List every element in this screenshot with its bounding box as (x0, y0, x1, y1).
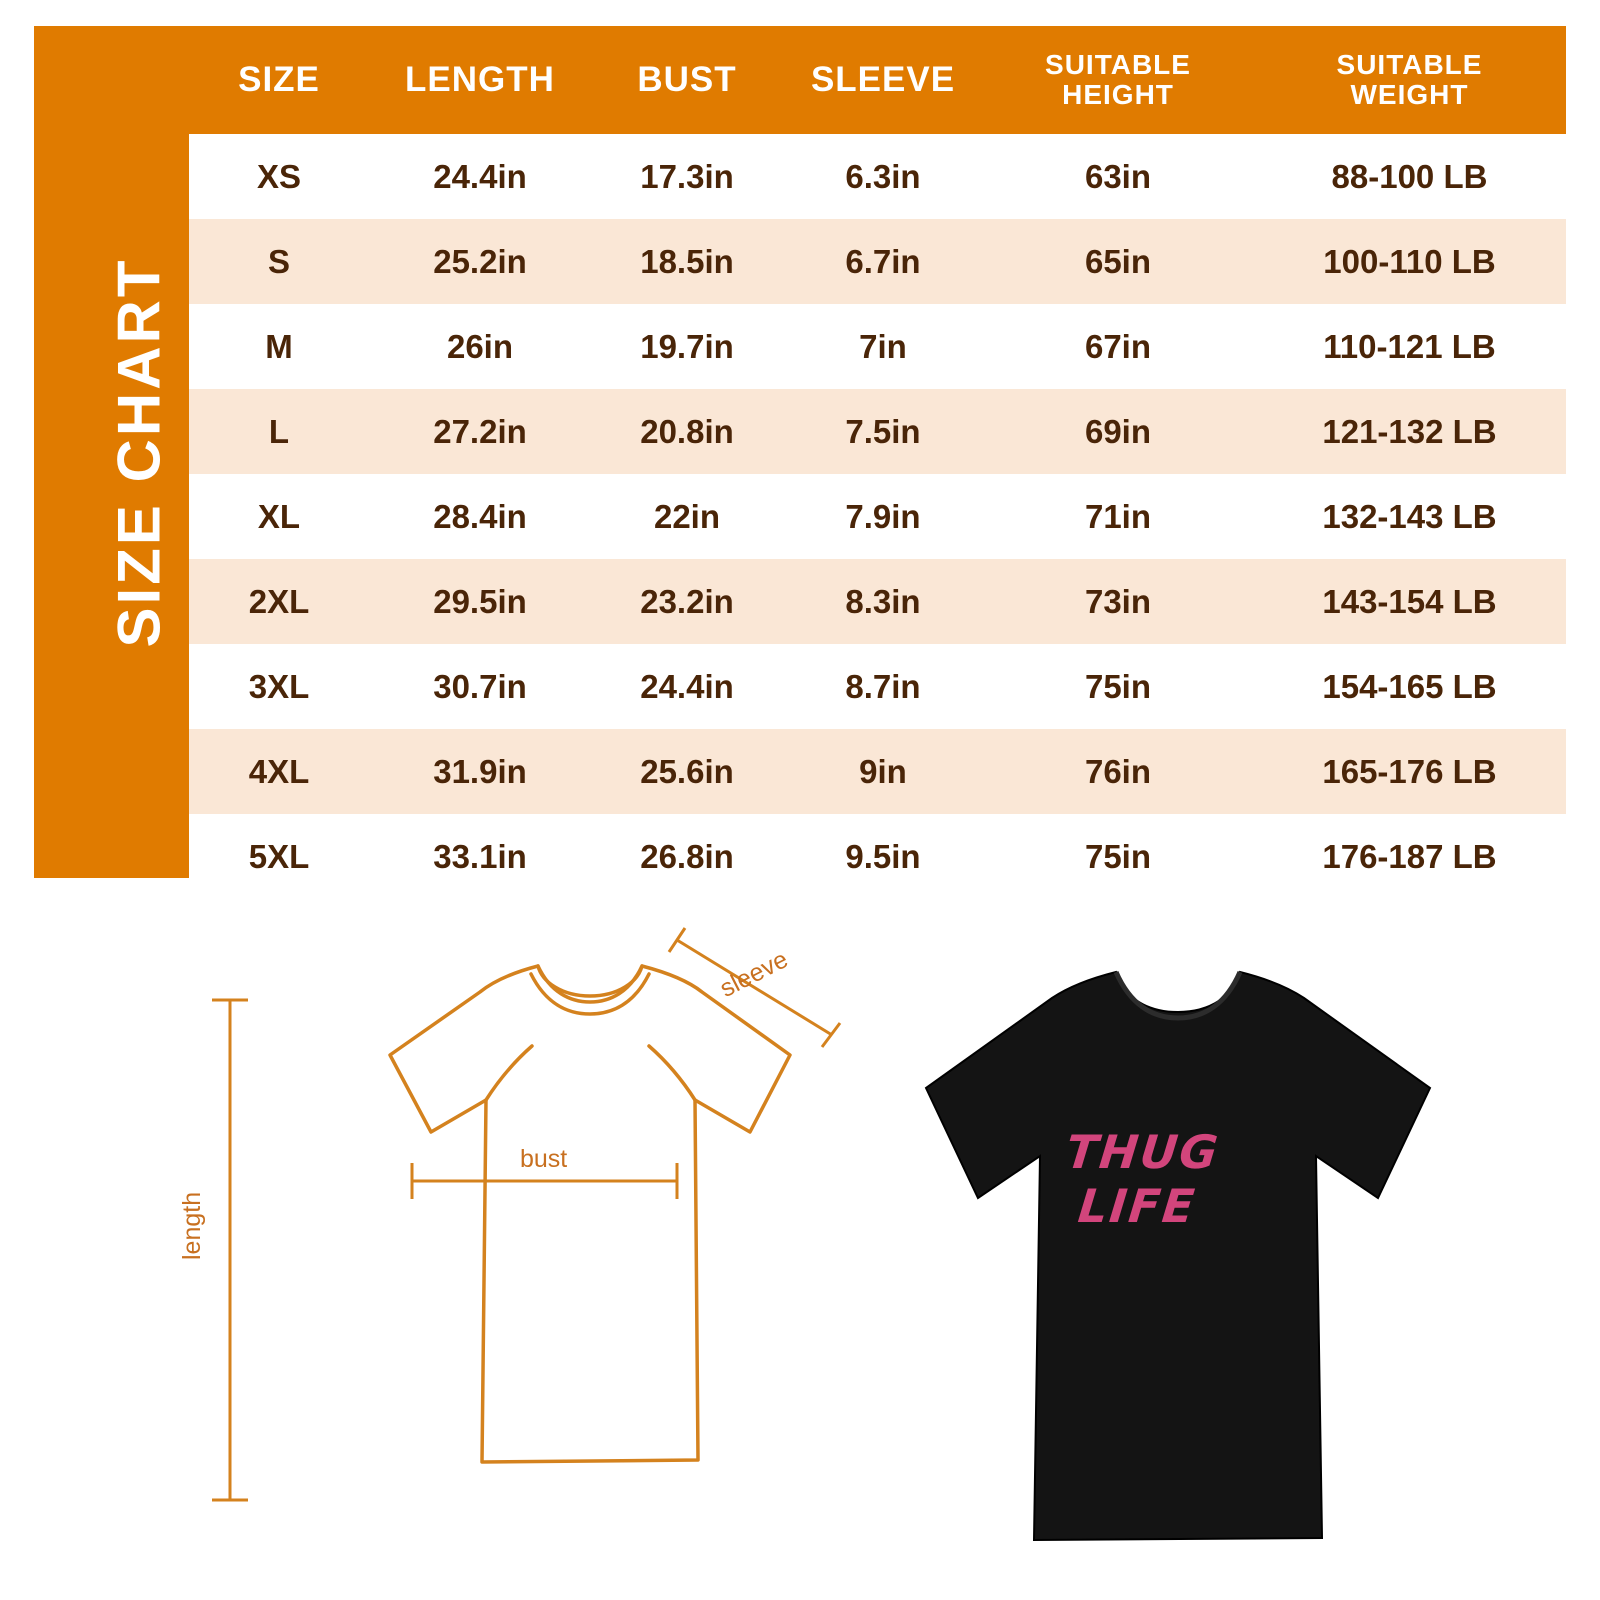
column-header-suitable-weight-line1: SUITABLE (1336, 49, 1483, 81)
table-header-row (189, 26, 1566, 134)
cell-height: 69in (983, 389, 1253, 474)
cell-weight: 154-165 LB (1253, 644, 1566, 729)
cell-height: 65in (983, 219, 1253, 304)
column-header-suitable-height-line2: HEIGHT (1062, 79, 1174, 110)
cell-weight: 165-176 LB (1253, 729, 1566, 814)
cell-height: 75in (983, 644, 1253, 729)
cell-weight: 132-143 LB (1253, 474, 1566, 559)
cell-weight: 110-121 LB (1253, 304, 1566, 389)
cell-weight: 121-132 LB (1253, 389, 1566, 474)
cell-size: S (189, 219, 369, 304)
size-table-wrap (189, 26, 1566, 878)
cell-length: 27.2in (369, 389, 591, 474)
cell-bust: 23.2in (591, 559, 783, 644)
cell-size: 3XL (189, 644, 369, 729)
cell-bust: 18.5in (591, 219, 783, 304)
cell-sleeve: 8.3in (783, 559, 983, 644)
cell-sleeve: 9in (783, 729, 983, 814)
cell-length: 28.4in (369, 474, 591, 559)
table-row (189, 729, 1566, 814)
cell-length: 26in (369, 304, 591, 389)
cell-height: 67in (983, 304, 1253, 389)
cell-sleeve: 7in (783, 304, 983, 389)
size-table (189, 26, 1566, 899)
cell-sleeve: 7.9in (783, 474, 983, 559)
cell-bust: 24.4in (591, 644, 783, 729)
column-header-length: LENGTH (405, 60, 555, 100)
column-header-suitable-weight (1253, 26, 1566, 134)
cell-size: 5XL (189, 814, 369, 899)
cell-length: 29.5in (369, 559, 591, 644)
cell-sleeve: 9.5in (783, 814, 983, 899)
cell-weight: 143-154 LB (1253, 559, 1566, 644)
tshirt-body-shape (926, 972, 1430, 1540)
table-row (189, 814, 1566, 899)
cell-length: 33.1in (369, 814, 591, 899)
column-header-size: SIZE (238, 60, 320, 100)
column-header-sleeve: SLEEVE (810, 60, 956, 100)
cell-length: 30.7in (369, 644, 591, 729)
cell-sleeve: 6.3in (783, 134, 983, 219)
column-header-suitable-weight-line2: WEIGHT (1350, 79, 1469, 110)
cell-weight: 88-100 LB (1253, 134, 1566, 219)
cell-size: L (189, 389, 369, 474)
cell-size: M (189, 304, 369, 389)
cell-height: 71in (983, 474, 1253, 559)
cell-bust: 22in (591, 474, 783, 559)
table-row (189, 474, 1566, 559)
cell-sleeve: 8.7in (783, 644, 983, 729)
tshirt-outline-path (390, 966, 790, 1462)
table-row (189, 389, 1566, 474)
page-title-text: SIZE CHART (105, 257, 173, 647)
cell-height: 73in (983, 559, 1253, 644)
column-header-suitable-height-line1: SUITABLE (1045, 49, 1191, 81)
table-row (189, 644, 1566, 729)
product-tshirt-image (830, 960, 1470, 1560)
cell-height: 75in (983, 814, 1253, 899)
cell-size: XL (189, 474, 369, 559)
cell-weight: 176-187 LB (1253, 814, 1566, 899)
measurement-diagram-area (0, 900, 1600, 1600)
cell-weight: 100-110 LB (1253, 219, 1566, 304)
length-measure-line (212, 1000, 248, 1500)
size-chart-panel (34, 26, 1566, 878)
table-row (189, 559, 1566, 644)
cell-length: 31.9in (369, 729, 591, 814)
cell-bust: 19.7in (591, 304, 783, 389)
cell-bust: 20.8in (591, 389, 783, 474)
cell-size: 2XL (189, 559, 369, 644)
table-row (189, 134, 1566, 219)
cell-bust: 17.3in (591, 134, 783, 219)
cell-height: 63in (983, 134, 1253, 219)
column-header-bust: BUST (637, 60, 737, 100)
cell-length: 25.2in (369, 219, 591, 304)
cell-height: 76in (983, 729, 1253, 814)
cell-size: XS (189, 134, 369, 219)
cell-size: 4XL (189, 729, 369, 814)
cell-bust: 25.6in (591, 729, 783, 814)
column-header-suitable-height (983, 26, 1253, 134)
sleeve-label: sleeve (715, 945, 793, 1003)
bust-label: bust (520, 1145, 568, 1173)
page-title (94, 26, 184, 878)
table-row (189, 304, 1566, 389)
cell-sleeve: 7.5in (783, 389, 983, 474)
cell-sleeve: 6.7in (783, 219, 983, 304)
cell-length: 24.4in (369, 134, 591, 219)
length-label: length (178, 1191, 206, 1260)
shirt-print-text: THUG LIFE (1063, 1125, 1223, 1233)
table-row (189, 219, 1566, 304)
cell-bust: 26.8in (591, 814, 783, 899)
